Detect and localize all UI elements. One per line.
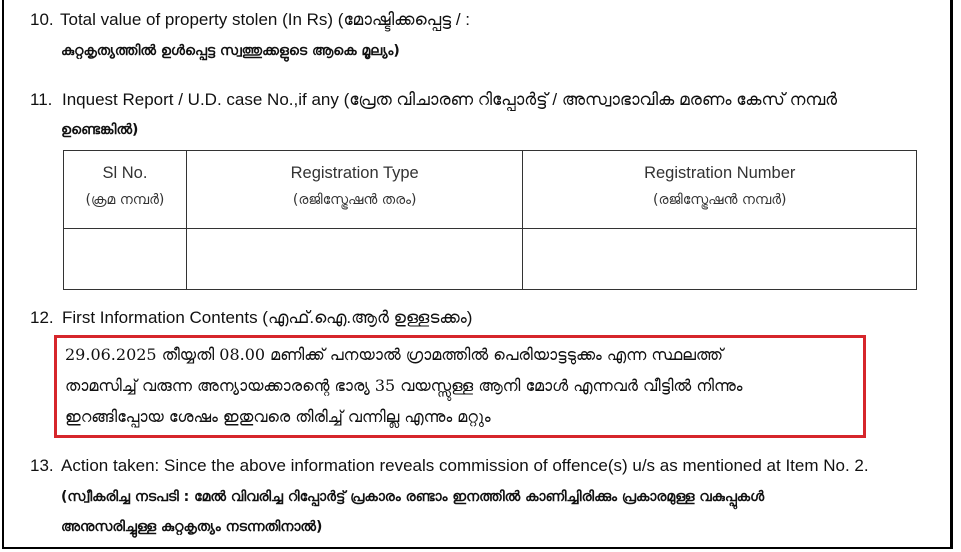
table-cell (523, 229, 917, 290)
item13-text-malayalam-2: അനുസരിച്ചുള്ള കുറ്റകൃത്യം നടന്നതിനാൽ) (61, 519, 323, 535)
fir-contents-line-1: 29.06.2025 തീയ്യതി 08.00 മണിക്ക് പനയാൽ ഗ്രാമത്തിൽ പെരിയാട്ടടുക്കം എന്ന സ്ഥലത്ത് (65, 345, 724, 364)
item13-text-malayalam-1: (സ്വീകരിച്ച നടപടി : മേൽ വിവരിച്ച റിപ്പോർട്ട് പ്രകാരം രണ്ടാം ഇനത്തിൽ കാണിച്ചിരിക്കും പ്രകാരമുള്ള വകുപ്പുകൾ (61, 489, 765, 505)
item13-number: 13. (30, 456, 54, 475)
registration-table (63, 150, 917, 290)
item11-text-malayalam: ഉണ്ടെങ്കിൽ) (61, 122, 139, 138)
item13-text: Action taken: Since the above information reveals commission of offence(s) u/s as mentioned at Item No. 2. (61, 456, 869, 475)
fir-contents-box (54, 335, 866, 438)
header-registration-number-en: Registration Number (644, 164, 796, 182)
header-sl-no (64, 151, 187, 229)
fir-contents-line-2: താമസിച്ച് വരുന്ന അന്യായക്കാരന്റെ ഭാര്യ 35 വയസ്സുള്ള ആനി മോൾ എന്നവർ വീട്ടിൽ നിന്നും (65, 376, 743, 395)
header-sl-no-ml: (ക്രമ നമ്പർ) (85, 192, 165, 208)
header-registration-type-en: Registration Type (290, 164, 419, 182)
header-registration-type-ml: (രജിസ്ട്രേഷൻ തരം) (292, 192, 417, 208)
table-cell (64, 229, 187, 290)
item11-text: Inquest Report / U.D. case No.,if any (പ്രേത വിചാരണ റിപ്പോർട്ട് / അസ്വാഭാവിക മരണം കേസ് നമ്പർ (62, 90, 838, 109)
item10-text-malayalam: കുറ്റകൃത്യത്തിൽ ഉൾപ്പെട്ട സ്വത്തുക്കളുടെ ആകെ മൂല്യം) (61, 43, 400, 59)
item10-number: 10. (30, 10, 54, 29)
header-registration-number (523, 151, 917, 229)
item12-number: 12. (30, 308, 54, 327)
header-sl-no-en: Sl No. (102, 164, 148, 182)
header-registration-number-ml: (രജിസ്ട്രേഷൻ നമ്പർ) (652, 192, 787, 208)
header-registration-type (186, 151, 523, 229)
fir-contents-line-3: ഇറങ്ങിപ്പോയ ശേഷം ഇതുവരെ തിരിച്ച് വന്നില്ല എന്നും മറ്റും (65, 407, 491, 426)
item11-number: 11. (30, 90, 53, 109)
item12-text: First Information Contents (എഫ്.ഐ.ആർ ഉള്ളടക്കം) (62, 308, 473, 327)
item10-text: Total value of property stolen (In Rs) (മോഷ്ടിക്കപ്പെട്ട / : (60, 10, 471, 29)
table-row (64, 229, 917, 290)
table-header-row (64, 151, 917, 229)
table-cell (186, 229, 523, 290)
